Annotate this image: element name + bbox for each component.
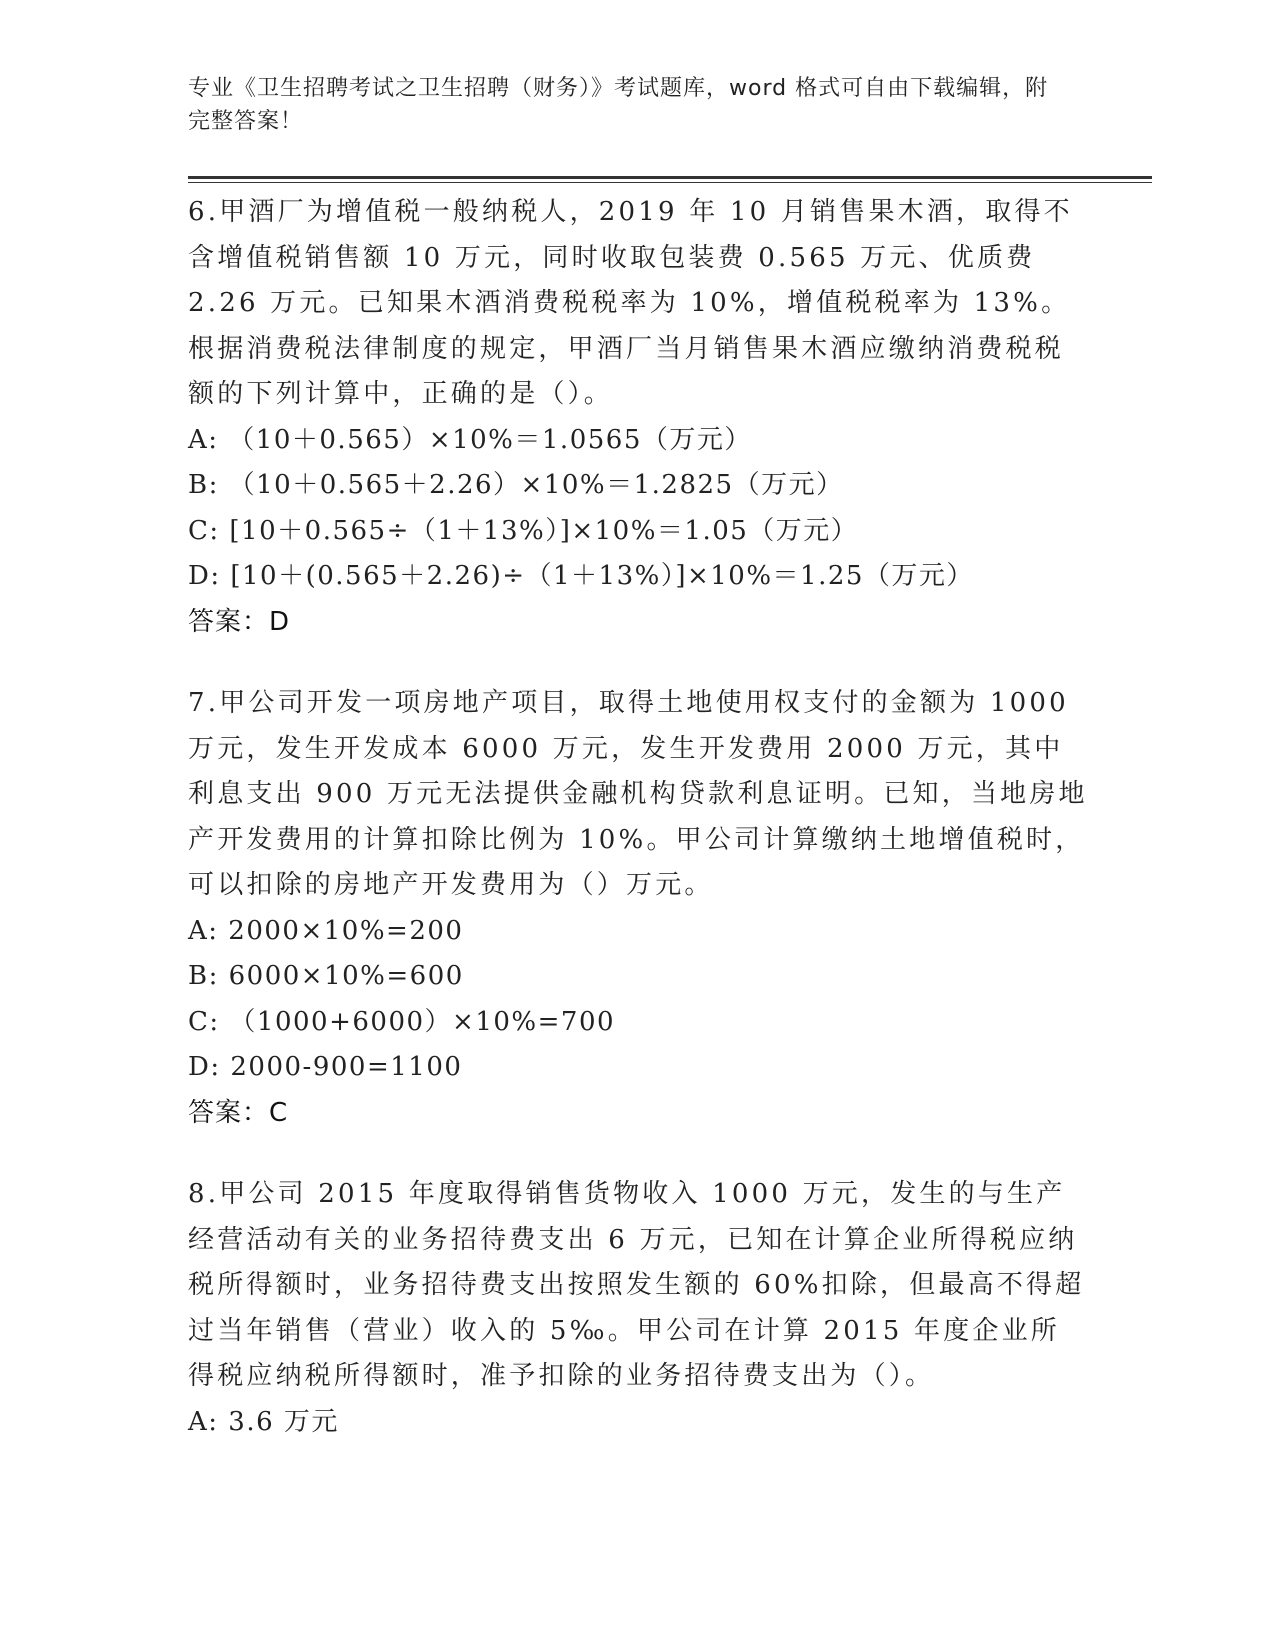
question-7 [188, 681, 1088, 1136]
option-c: C: （1000+6000）×10%=700 [188, 1006, 616, 1037]
question-stem: 7.甲公司开发一项房地产项目，取得土地使用权支付的金额为 1000 万元，发生开发成本 6000 万元，发生开发费用 2000 万元，其中利息支出 900 万元无法提供金融机构贷款利息证明。已知，当地房地产开发费用的计算扣除比例为 10%。甲公司计算缴纳土地增值税时，可以扣除的房地产开发费用为（）万元。 [188, 688, 1088, 900]
option-a: A: 2000×10%=200 [188, 915, 464, 946]
question-8 [188, 1172, 1088, 1445]
header-divider-thick [188, 176, 1152, 179]
question-stem: 8.甲公司 2015 年度取得销售货物收入 1000 万元，发生的与生产经营活动有关的业务招待费支出 6 万元，已知在计算企业所得税应纳税所得额时，业务招待费支出按照发生额的 60%扣除，但最高不得超过当年销售（营业）收入的 5‰。甲公司在计算 2015 年度企业所得税应纳税所得额时，准予扣除的业务招待费支出为（）。 [188, 1179, 1085, 1391]
option-b: B: （10＋0.565＋2.26）×10%＝1.2825（万元） [188, 470, 844, 500]
option-d: D: [10＋(0.565＋2.26)÷（1＋13%）]×10%＝1.25（万元） [188, 561, 974, 591]
question-list [188, 190, 1088, 1481]
answer-label: 答案：C [188, 1097, 289, 1128]
answer-label: 答案：D [188, 606, 291, 637]
question-stem: 6.甲酒厂为增值税一般纳税人，2019 年 10 月销售果木酒，取得不含增值税销售额 10 万元，同时收取包装费 0.565 万元、优质费 2.26 万元。已知果木酒消费税税率为 10%，增值税税率为 13%。根据消费税法律制度的规定，甲酒厂当月销售果木酒应缴纳消费税税额的下列计算中，正确的是（）。 [188, 197, 1073, 409]
option-a: A: 3.6 万元 [188, 1406, 339, 1437]
option-a: A: （10＋0.565）×10%＝1.0565（万元） [188, 424, 752, 455]
document-intro: 专业《卫生招聘考试之卫生招聘（财务）》考试题库，word 格式可自由下载编辑，附完整答案！ [188, 76, 1049, 134]
question-6 [188, 190, 1088, 645]
option-d: D: 2000-900=1100 [188, 1052, 463, 1082]
option-c: C: [10＋0.565÷（1＋13%）]×10%＝1.05（万元） [188, 515, 859, 546]
header-divider-thin [188, 182, 1152, 183]
option-b: B: 6000×10%=600 [188, 961, 464, 991]
